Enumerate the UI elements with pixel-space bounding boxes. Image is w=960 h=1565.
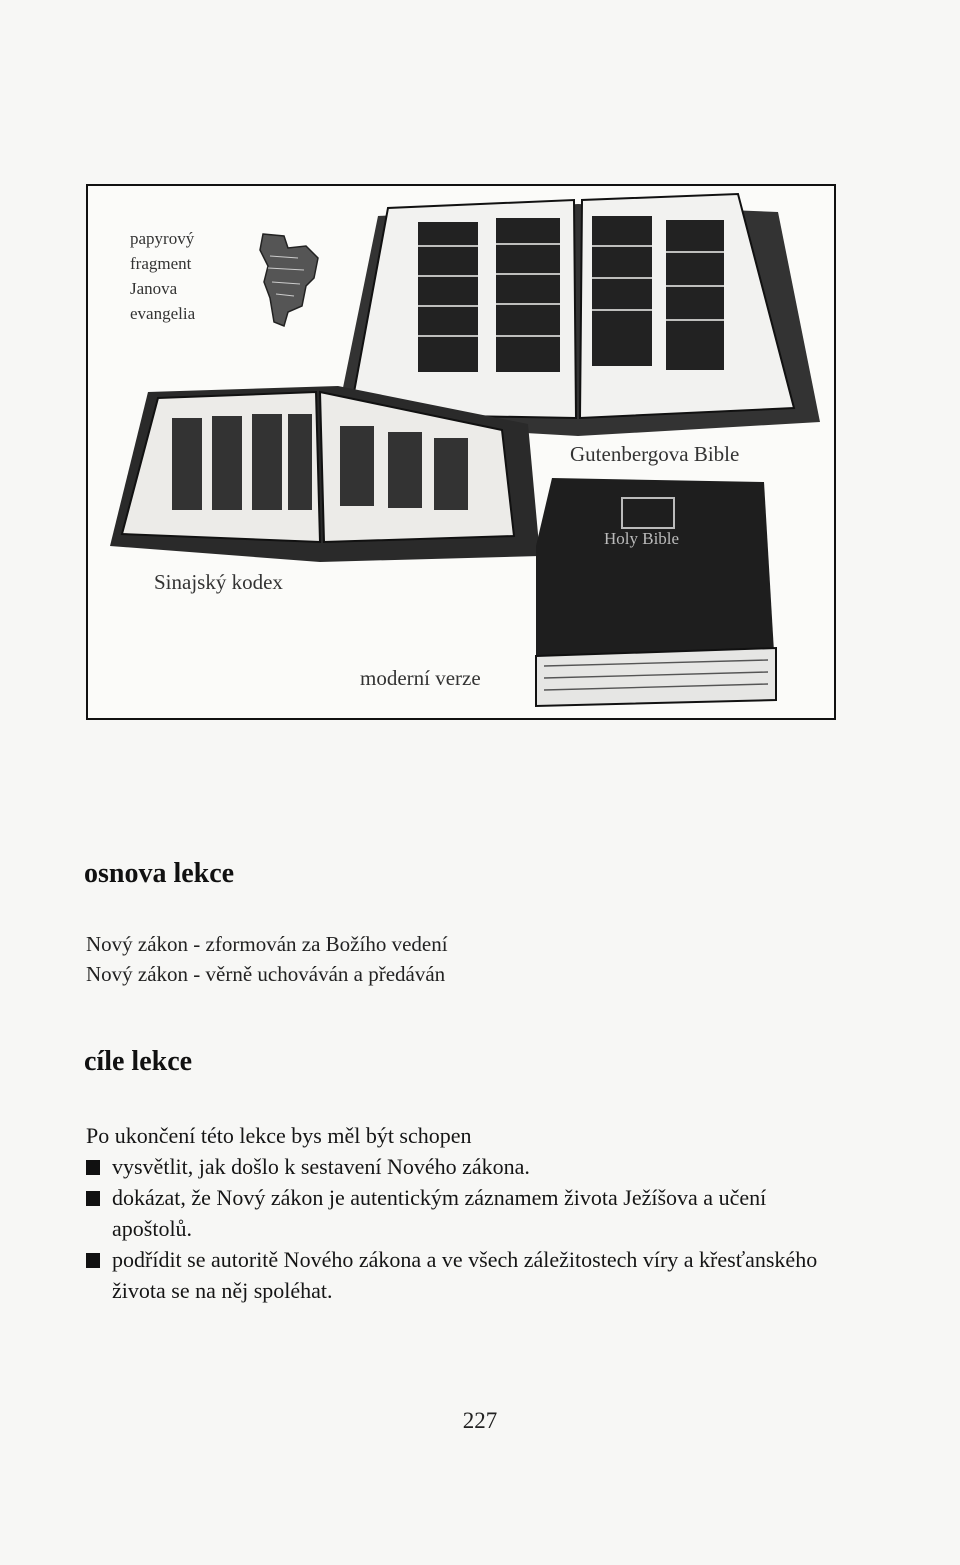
outline-item: Nový zákon - zformován za Božího vedení bbox=[86, 932, 448, 956]
caption-gutenberg: Gutenbergova Bible bbox=[570, 442, 740, 466]
goal-item bbox=[86, 1182, 846, 1244]
caption-modern: moderní verze bbox=[360, 666, 481, 690]
square-bullet-icon bbox=[86, 1191, 100, 1206]
goals-heading: cíle lekce bbox=[84, 1046, 193, 1077]
caption-sinai: Sinajský kodex bbox=[154, 570, 283, 594]
gutenberg-bible-image bbox=[336, 194, 820, 436]
bible-versions-illustration bbox=[86, 184, 836, 720]
page-number: 227 bbox=[462, 1408, 498, 1433]
square-bullet-icon bbox=[86, 1253, 100, 1268]
square-bullet-icon bbox=[86, 1160, 100, 1175]
goal-text: dokázat, že Nový zákon je autentickým záznamem života Ježíšova a učení apoštolů. bbox=[112, 1185, 767, 1241]
outline-item: Nový zákon - věrně uchováván a předáván bbox=[86, 962, 446, 986]
papyrus-fragment-image bbox=[260, 234, 318, 326]
goal-item bbox=[86, 1151, 846, 1182]
goal-text: podřídit se autoritě Nového zákona a ve všech záležitostech víry a křesťanského života se na něj spoléhat. bbox=[112, 1247, 818, 1303]
holy-bible-cover-text: Holy Bible bbox=[604, 529, 680, 548]
caption-papyrus: papyrový fragment Janova evangelia bbox=[130, 229, 196, 323]
goal-item bbox=[86, 1244, 846, 1306]
outline-heading: osnova lekce bbox=[84, 858, 235, 889]
modern-bible-image bbox=[536, 478, 776, 706]
goals-intro: Po ukončení této lekce bys měl být schopen bbox=[86, 1123, 472, 1148]
goals-list bbox=[86, 1120, 846, 1306]
goal-text: vysvětlit, jak došlo k sestavení Nového zákona. bbox=[112, 1154, 530, 1179]
